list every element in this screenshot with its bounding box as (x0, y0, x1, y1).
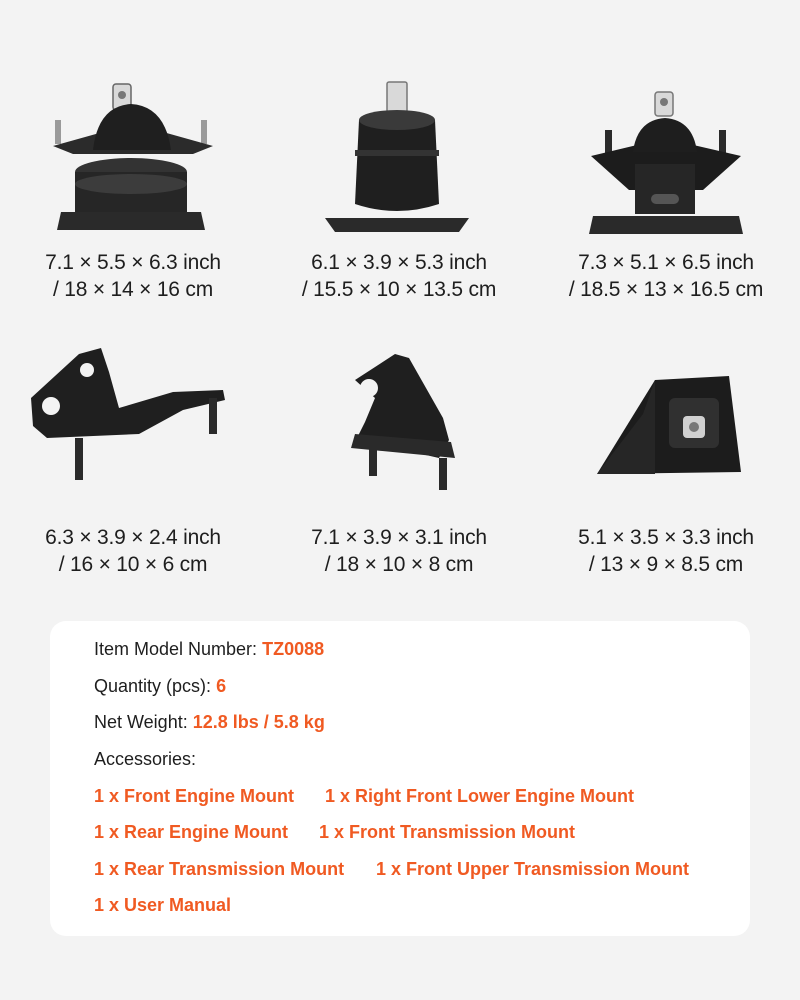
product-6 (533, 342, 799, 578)
product-1 (0, 80, 266, 303)
product-2 (266, 80, 532, 303)
dimension-cm: / 16 × 10 × 6 cm (58, 553, 208, 576)
weight-label: Net Weight: (94, 712, 188, 732)
accessories-heading (94, 747, 196, 771)
accessory-item: 1 x Right Front Lower Engine Mount (325, 786, 634, 806)
model-row (94, 637, 324, 661)
accessory-item: 1 x User Manual (94, 895, 232, 915)
accessory-item: 1 x Front Engine Mount (94, 786, 294, 806)
dimension-inch: 5.1 × 3.5 × 3.3 inch (578, 526, 754, 549)
engine-mount-image (43, 80, 223, 240)
hydraulic-mount-image (309, 80, 489, 240)
product-4 (0, 342, 266, 578)
accessories-label: Accessories: (94, 749, 197, 769)
accessory-item: 1 x Rear Engine Mount (94, 822, 289, 842)
bracket-mount-image (23, 342, 243, 492)
dimension-cm: / 18.5 × 13 × 16.5 cm (568, 278, 764, 301)
specs-card (50, 621, 750, 936)
dimension-cm: / 18 × 10 × 8 cm (324, 553, 474, 576)
dimension-cm: / 13 × 9 × 8.5 cm (588, 553, 744, 576)
rear-mount-image (571, 80, 761, 240)
dimension-cm: / 15.5 × 10 × 13.5 cm (301, 278, 497, 301)
product-3 (533, 80, 799, 303)
weight-row (94, 710, 325, 734)
product-5 (266, 342, 532, 578)
upper-mount-image (571, 342, 761, 492)
accessory-item: 1 x Front Upper Transmission Mount (376, 859, 690, 879)
quantity-value: 6 (216, 676, 227, 696)
dimension-cm: / 18 × 14 × 16 cm (52, 278, 214, 301)
weight-value: 12.8 lbs / 5.8 kg (192, 712, 325, 732)
model-value: TZ0088 (262, 639, 325, 659)
dimension-inch: 7.1 × 3.9 × 3.1 inch (311, 526, 487, 549)
quantity-label: Quantity (pcs): (94, 676, 212, 696)
transmission-bracket-image (309, 342, 489, 492)
quantity-row (94, 674, 226, 698)
accessory-item: 1 x Rear Transmission Mount (94, 859, 345, 879)
model-label: Item Model Number: (94, 639, 258, 659)
dimension-inch: 6.3 × 3.9 × 2.4 inch (45, 526, 221, 549)
dimension-inch: 6.1 × 3.9 × 5.3 inch (311, 251, 487, 274)
accessory-item: 1 x Front Transmission Mount (319, 822, 576, 842)
dimension-inch: 7.1 × 5.5 × 6.3 inch (45, 251, 221, 274)
dimension-inch: 7.3 × 5.1 × 6.5 inch (578, 251, 754, 274)
